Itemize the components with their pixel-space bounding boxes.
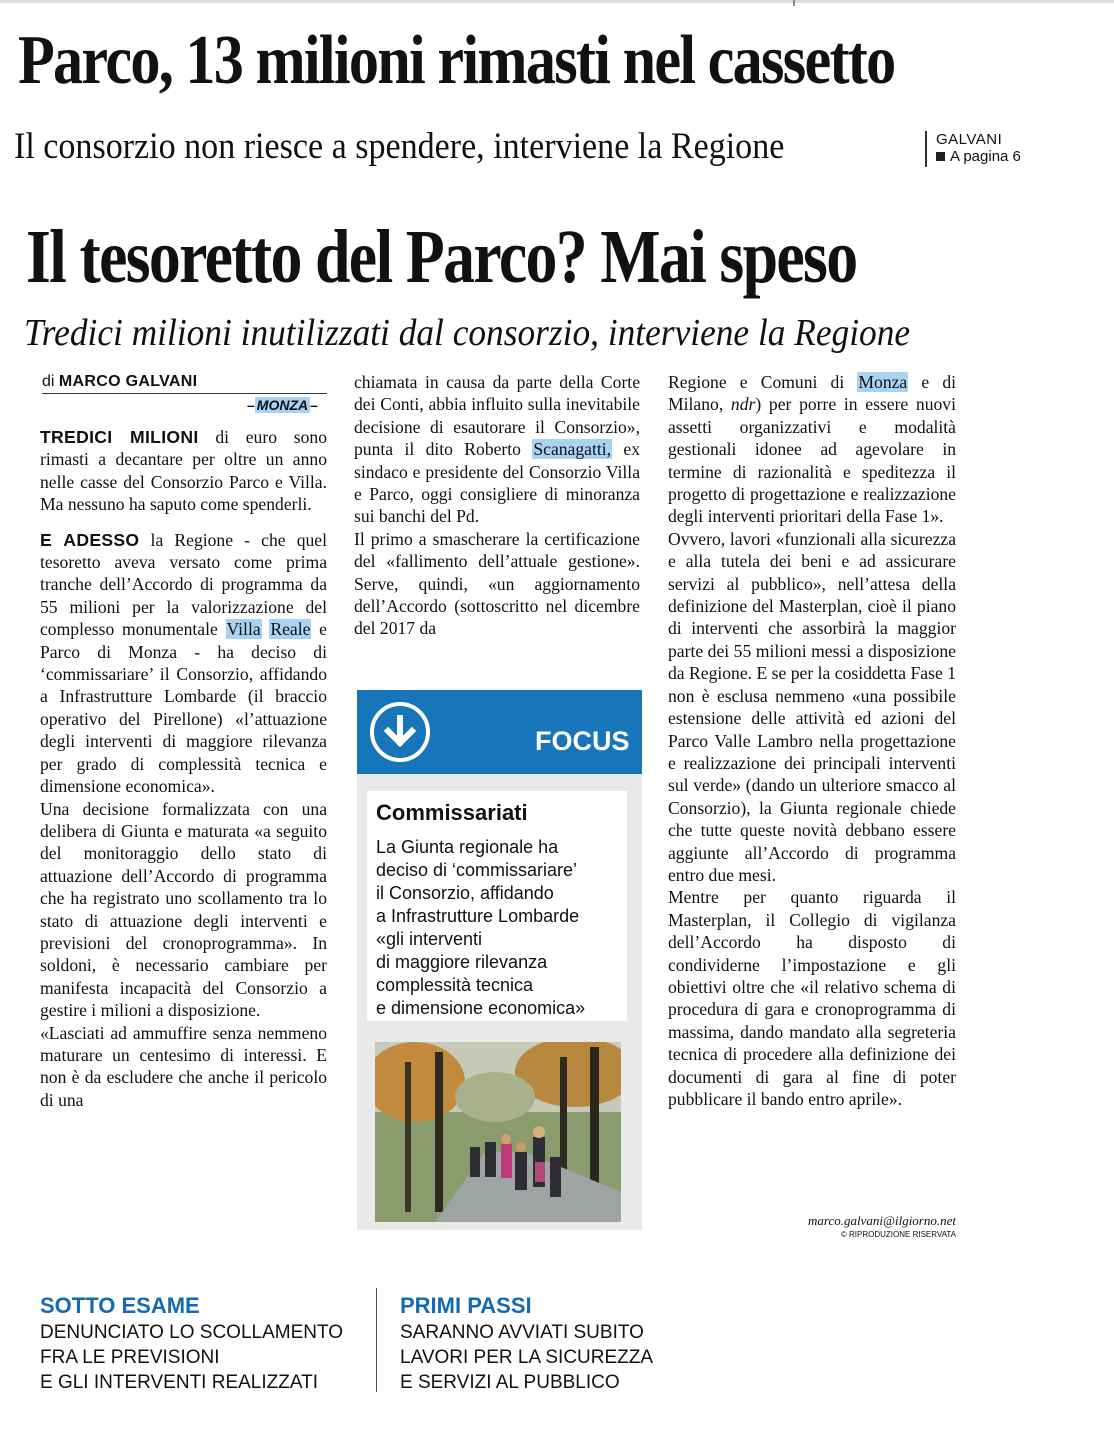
crossref-divider [925,131,927,167]
paragraph-text: ex sindaco e presidente del Consorzio Villa e Parco, oggi consigliere di minoranza sui banchi del Pd. [354,439,640,527]
crossref-page-label: A pagina 6 [950,148,1021,165]
crossref-author: GALVANI [936,131,1003,148]
highlight: Scanagatti, [533,439,612,460]
byline [42,373,197,391]
sidebar-text: DENUNCIATO LO SCOLLAMENTO FRA LE PREVISIONI E GLI INTERVENTI REALIZZATI [40,1322,344,1393]
paragraph-text: e di Milano, [668,372,956,415]
highlight: Reale [270,619,311,640]
paragraph: Ovvero, lavori «funzionali alla sicurezza e alla tutela dei beni e ad assicurare servizi al pubblico», nell’attesa della definizione del Masterplan, cioè il piano di interventi che assorbirà la maggior parte dei 55 milioni messi a disposizione da Regione. E se per la cosiddetta Fase 1 non è esclusa nemmeno «una possibile estensione delle attività ed azioni del Parco Valle Lambro nella progettazione e realizzazione dei principali interventi sul verde» (dando un ulteriore smacco al Consorzio), la Giunta regionale chiede che tutte queste novità debbano essere aggiunte all’Accordo di programma entro due mesi. [668,528,956,885]
sidebar-title: SOTTO ESAME [40,1293,200,1318]
article-column-3 [668,371,956,1110]
paragraph-text: la Regione - che quel tesoretto aveva versato come prima tranche dell’Accordo di programma da 55 milioni per la valorizzazione del complesso monumentale [40,529,328,640]
sidebar-divider [376,1288,377,1392]
down-arrow-icon [370,702,430,762]
paragraph-text: di euro sono rimasti a decantare per oltre un anno nelle casse del Consorzio Parco e Villa. Ma nessuno ha saputo come spenderli. [40,427,327,515]
sidebar-title: PRIMI PASSI [400,1293,532,1318]
main-subheadline: Il consorzio non riesce a spendere, interviene la Regione [14,126,785,167]
paragraph [40,529,327,798]
paragraph-text: ) per porre in essere nuovi assetti organizzativi e modalità gestionali idonee ad agevolare in termine di razionalità e speditezza il progetto di progettazione e realizzazione degli interventi prioritari della Fase 1». [668,394,956,527]
focus-label: FOCUS [535,726,630,756]
paragraph-text: Regione e Comuni di [668,372,858,392]
park-photo [375,1042,621,1222]
copyright-notice: © RIPRODUZIONE RISERVATA [840,1230,956,1239]
top-rule-mark [793,0,795,6]
byline-rule [42,393,327,394]
dateline-location: MONZA [256,397,309,413]
paragraph [668,371,956,528]
editor-note: ndr [730,394,756,415]
paragraph: Mentre per quanto riguarda il Masterplan, il Collegio di vigilanza dell’Accordo ha disposto di condividerne l’impostazione e gli obiettivi oltre che «il relativo schema di procedura di gara e cronoprogramma di massima, dando mandato alla segreteria tecnica di procedere alla definizione dei documenti di gara al fine di poter pubblicare il bando entro aprile». [668,887,956,1109]
crossref-page [936,148,1021,165]
main-headline: Parco, 13 milioni rimasti nel cassetto [18,22,895,99]
byline-author: MARCO GALVANI [58,373,198,390]
byline-prefix: di [42,373,55,390]
paragraph: Il primo a smascherare la certificazione del «fallimento dell’attuale gestione». Serve, quindi, «un aggiornamento dell’Accordo (sottoscritto nel dicembre del 2017 da [354,528,640,639]
paragraph-text: chiamata in causa da parte della Corte dei Conti, abbia influito sulla inevitabile decisione di esautorare il Consorzio», punta il dito Roberto [354,372,640,460]
paragraph-lead: E ADESSO [40,529,140,550]
paragraph: «Lasciati ad ammuffire senza nemmeno maturare un centesimo di interessi. E non è da escludere che anche il pericolo di una [40,1022,327,1110]
paragraph-lead: TREDICI MILIONI [40,427,199,447]
focus-title: Commissariati [376,800,528,825]
paragraph [354,371,640,528]
highlight: Villa [226,619,261,640]
paragraph-text: e Parco di Monza - ha deciso di ‘commissariare’ il Consorzio, affidando a Infrastrutture Lombarde (il braccio operativo del Pirellone) «l’attuazione degli interventi di maggiore rilevanza per grado di complessità tecnica e dimensione economica». [40,619,327,797]
square-bullet-icon [936,152,945,161]
dateline: – MONZA – [247,397,318,413]
author-email: marco.galvani@ilgiorno.net [808,1213,956,1228]
paragraph: Una decisione formalizzata con una delibera di Giunta e maturata «a seguito del monitoraggio dello stato di attuazione dell’Accordo di programma che ha registrato uno scollamento tra lo stato di attuazione degli interventi e previsioni del cronoprogramma». In soldoni, è necessario cambiare per manifesta incapacità del Consorzio a gestire i milioni a disposizione. [40,798,327,1021]
article-column-1 [40,426,327,1111]
paragraph [40,426,327,516]
top-rule [0,0,1114,3]
article-headline: Il tesoretto del Parco? Mai speso [26,215,857,299]
focus-text: La Giunta regionale ha deciso di ‘commissariare’ il Consorzio, affidando a Infrastrutture Lombarde «gli interventi di maggiore rilevanza complessità tecnica e dimensione economica» [376,837,586,1018]
highlight: Monza [858,372,908,392]
article-column-2 [354,371,640,640]
article-subheadline: Tredici milioni inutilizzati dal consorzio, interviene la Regione [24,312,911,354]
sidebar-text: SARANNO AVVIATI SUBITO LAVORI PER LA SICUREZZA E SERVIZI AL PUBBLICO [400,1322,654,1393]
